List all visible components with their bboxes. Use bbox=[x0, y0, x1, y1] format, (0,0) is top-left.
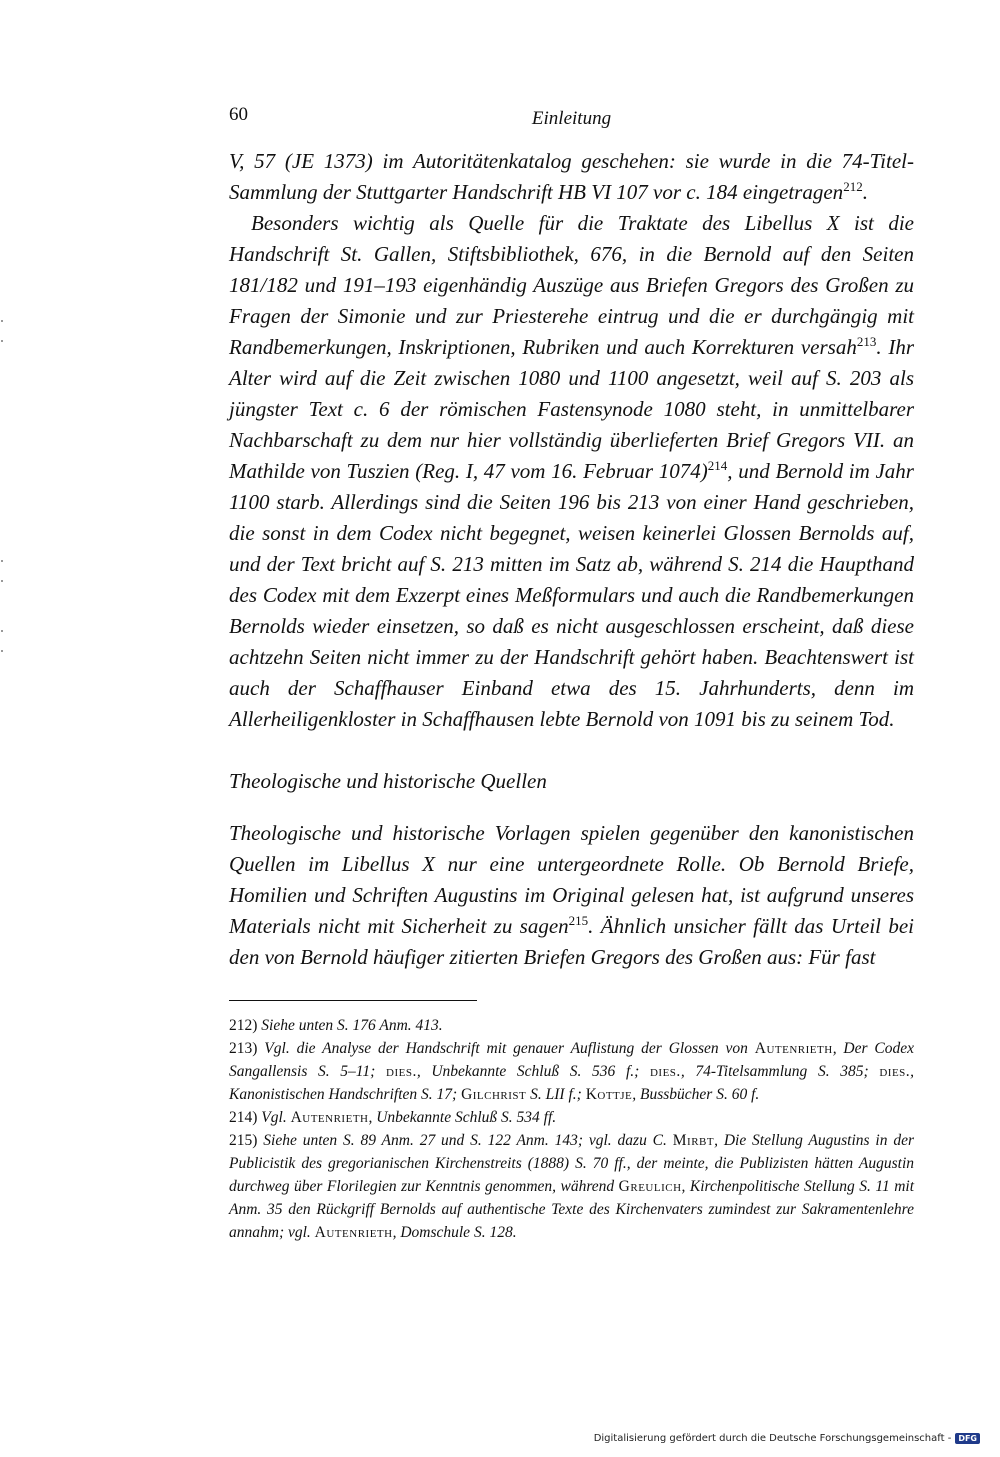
footnote-ref-213[interactable]: 213 bbox=[856, 334, 877, 349]
footnotes bbox=[229, 1014, 914, 1244]
footnote-215: 215) Siehe unten S. 89 Anm. 27 und S. 122 Anm. 143; vgl. dazu C. Mirbt, Die Stellung Augustins in der Publicistik des gregorianischen Kirchenstreits (1888) S. 70 ff., der meinte, die Publizisten hätten Augustin durchweg über Florilegien zur Kenntnis genommen, während Greulich, Kirchenpolitische Stellung S. 11 mit Anm. 35 den Rückgriff Bernolds auf authentische Texte des Kirchenvaters zumindest zur Sakramentenlehre annahm; vgl. Autenrieth, Domschule S. 128. bbox=[229, 1132, 915, 1241]
footnote-ref-214[interactable]: 214 bbox=[707, 458, 728, 473]
main-text bbox=[229, 146, 914, 735]
footnote-divider bbox=[229, 1000, 477, 1001]
dfg-logo-icon: DFG bbox=[955, 1433, 980, 1444]
section-text bbox=[229, 818, 914, 973]
footnote-ref-215[interactable]: 215 bbox=[568, 913, 589, 928]
paragraph-3: Theologische und historische Vorlagen spielen gegenüber den kanonistischen Quellen im Libellus X nur eine untergeordnete Rolle. Ob Bernold Briefe, Homilien und Schriften Augustins im Original gelesen hat, ist aufgrund unseres Materials nicht mit Sicherheit zu sagen$^{215}$. Ähnlich unsicher fällt das Urteil bei den von Bernold häufiger zitierten Briefen Gregors des Großen aus: Für fast bbox=[229, 821, 914, 969]
digitization-credit bbox=[594, 1433, 980, 1444]
page-number: 60 bbox=[229, 104, 248, 125]
running-head: Einleitung bbox=[531, 108, 612, 129]
paragraph-2: Besonders wichtig als Quelle für die Traktate des Libellus X ist die Handschrift St. Gallen, Stiftsbibliothek, 676, in die Bernold auf den Seiten 181/182 und 191–193 eigenhändig Auszüge aus Briefen Gregors des Großen zu Fragen der Simonie und zur Priesterehe eintrug und die er durchgängig mit Randbemerkungen, Inskriptionen, Rubriken und auch Korrekturen versah$^{213}$. Ihr Alter wird auf die Zeit zwischen 1080 und 1100 angesetzt, weil auf S. 203 als jüngster Text c. 6 der römischen Fastensynode 1080 steht, in unmittelbarer Nachbarschaft zu dem nur hier vollständig überlieferten Brief Gregors VII. an Mathilde von Tuszien (Reg. I, 47 vom 16. Februar 1074)$^{214}$, und Bernold im Jahr 1100 starb. Allerdings sind die Seiten 196 bis 213 von einer Hand geschrieben, die sonst in dem Codex nicht begegnet, weisen keinerlei Glossen Bernolds auf, und der Text bricht auf S. 213 mitten im Satz ab, während S. 214 die Haupthand des Codex mit dem Exzerpt eines Meßformulars und auch die Randbemerkungen Bernolds wieder einsetzen, so daß es nicht ausgeschlossen erscheint, daß diese achtzehn Seiten nicht immer zu der Handschrift gehört haben. Beachtenswert ist auch der Schaffhauser Einband etwa des 15. Jahrhunderts, denn im Allerheiligenkloster in Schaffhausen lebte Bernold von 1091 bis zu seinem Tod. bbox=[229, 211, 914, 731]
paragraph-1: V, 57 (JE 1373) im Autoritätenkatalog geschehen: sie wurde in die 74-Titel-Sammlung der Stuttgarter Handschrift HB VI 107 vor c. 184 eingetragen$^{212}$. bbox=[229, 149, 914, 204]
scan-margin-marks bbox=[0, 300, 6, 680]
footnote-ref-212[interactable]: 212 bbox=[843, 179, 863, 194]
footnote-214: 214) Vgl. Autenrieth, Unbekannte Schluß S. 534 ff. bbox=[229, 1109, 557, 1126]
footnote-213: 213) Vgl. die Analyse der Handschrift mit genauer Auflistung der Glossen von Autenrieth, Der Codex Sangallensis S. 5–11; dies., Unbekannte Schluß S. 536 f.; dies., 74-Titelsammlung S. 385; dies., Kanonistischen Handschriften S. 17; Gilchrist S. LII f.; Kottje, Bussbücher S. 60 f. bbox=[229, 1040, 915, 1103]
section-heading: Theologische und historische Quellen bbox=[229, 769, 547, 793]
footnote-212: 212) Siehe unten S. 176 Anm. 413. bbox=[229, 1017, 443, 1034]
credit-text: Digitalisierung gefördert durch die Deutsche Forschungsgemeinschaft - bbox=[593, 1433, 952, 1444]
page-header bbox=[229, 104, 914, 132]
